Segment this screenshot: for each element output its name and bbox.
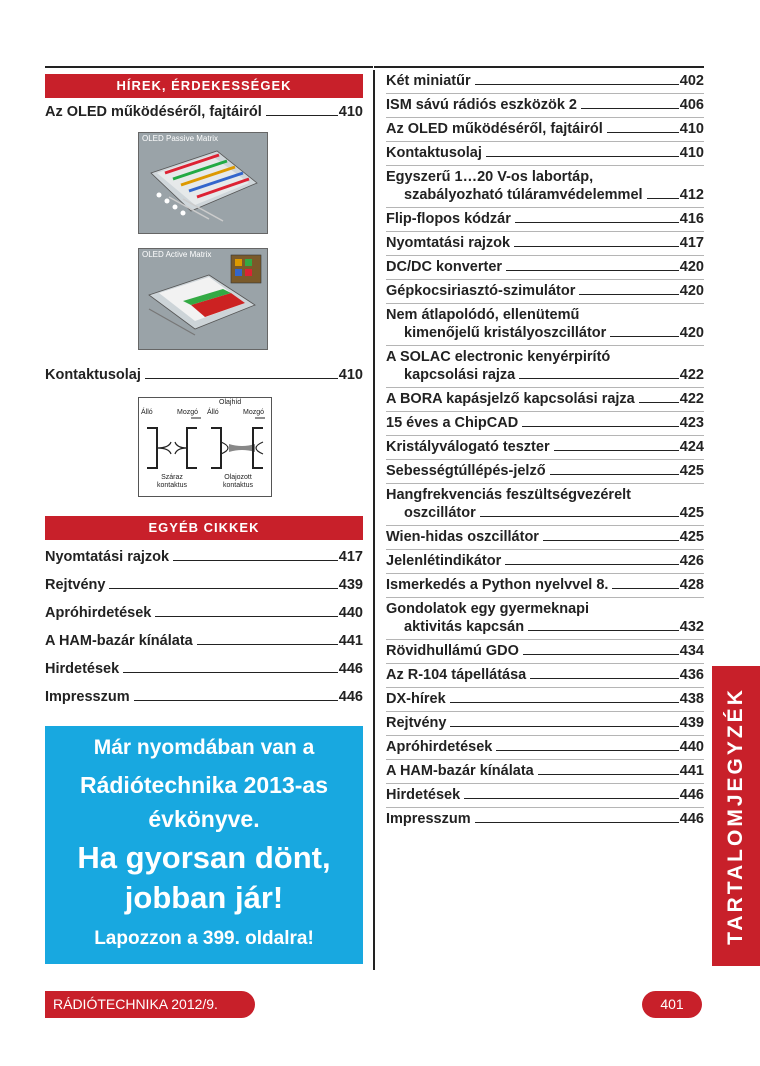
entry-page: 428: [679, 577, 704, 593]
entry-page: 441: [338, 633, 363, 649]
entry-title: Jelenlétindikátor: [386, 553, 502, 569]
entry-title: kimenőjelű kristályoszcillátor: [404, 325, 607, 341]
entry-page: 446: [338, 661, 363, 677]
footer-page-number: 401: [642, 991, 702, 1018]
toc-entry[interactable]: [45, 104, 363, 120]
toc-entry[interactable]: [386, 460, 704, 484]
entry-title: Nyomtatási rajzok: [45, 549, 170, 565]
entry-title: A HAM-bazár kínálata: [45, 633, 193, 649]
leader-line: [528, 630, 679, 631]
entry-page: 446: [679, 811, 704, 827]
label-moving: Mozgó: [243, 409, 265, 416]
label-moving: Mozgó: [177, 409, 199, 416]
toc-entry[interactable]: [386, 232, 704, 256]
toc-entry[interactable]: [386, 712, 704, 736]
toc-entry[interactable]: [386, 640, 704, 664]
section-header-news: HÍREK, ÉRDEKESSÉGEK: [45, 74, 363, 98]
leader-line: [506, 270, 679, 271]
toc-entry[interactable]: [386, 598, 704, 640]
entry-title: Impresszum: [45, 689, 130, 705]
entry-title-line1: Egyszerű 1…20 V-os labortáp,: [386, 169, 594, 185]
entry-page: 434: [679, 643, 704, 659]
promo-box: [45, 726, 363, 964]
leader-line: [486, 156, 679, 157]
entry-title: kapcsolási rajza: [404, 367, 516, 383]
entry-page: 425: [679, 529, 704, 545]
promo-line: Már nyomdában van a: [93, 736, 315, 759]
leader-line: [550, 474, 679, 475]
entry-title-line1: A SOLAC electronic kenyérpirító: [386, 349, 611, 365]
leader-line: [639, 402, 679, 403]
leader-line: [530, 678, 679, 679]
entry-title: Az OLED működéséről, fajtáiról: [45, 104, 262, 120]
toc-entry[interactable]: [386, 550, 704, 574]
top-rule-right: [374, 66, 704, 68]
entry-page: 410: [679, 121, 704, 137]
entry-title: Impresszum: [386, 811, 471, 827]
toc-entry[interactable]: [386, 118, 704, 142]
entry-title: Rövidhullámú GDO: [386, 643, 519, 659]
entry-title-line1: Gondolatok egy gyermeknapi: [386, 601, 590, 617]
entry-title: DC/DC konverter: [386, 259, 503, 275]
entry-page: 422: [679, 367, 704, 383]
toc-entry[interactable]: [386, 808, 704, 831]
toc-entry[interactable]: [386, 688, 704, 712]
entry-title: Flip-flopos kódzár: [386, 211, 511, 227]
entry-page: 440: [679, 739, 704, 755]
entry-page: 439: [679, 715, 704, 731]
section-side-tab: [712, 666, 760, 966]
entry-page: 439: [338, 577, 363, 593]
toc-entry[interactable]: [386, 256, 704, 280]
entry-title: oszcillátor: [404, 505, 476, 521]
promo-line: Lapozzon a 399. oldalra!: [94, 928, 314, 949]
entry-title: 15 éves a ChipCAD: [386, 415, 519, 431]
entry-title: Wien-hidas oszcillátor: [386, 529, 539, 545]
leader-line: [145, 378, 338, 379]
leader-line: [607, 132, 679, 133]
leader-line: [475, 84, 679, 85]
leader-line: [134, 700, 338, 701]
oled-active-matrix-image: [138, 248, 268, 350]
entry-title: Hirdetések: [386, 787, 461, 803]
leader-line: [173, 560, 338, 561]
entry-title: Kristályválogató teszter: [386, 439, 550, 455]
toc-entry[interactable]: [386, 70, 704, 94]
entry-page: 416: [679, 211, 704, 227]
leader-line: [475, 822, 679, 823]
toc-entry[interactable]: [386, 142, 704, 166]
leader-line: [554, 450, 679, 451]
leader-line: [155, 616, 337, 617]
section-header-other: EGYÉB CIKKEK: [45, 516, 363, 540]
leader-line: [197, 644, 338, 645]
leader-line: [610, 336, 679, 337]
leader-line: [464, 798, 679, 799]
label-oil-bridge: Olajhíd: [219, 399, 242, 406]
entry-title: Az R-104 tápellátása: [386, 667, 527, 683]
promo-line: évkönyve.: [148, 806, 260, 832]
entry-page: 420: [679, 325, 704, 341]
leader-line: [505, 564, 679, 565]
leader-line: [612, 588, 678, 589]
label-fixed: Álló: [141, 409, 153, 416]
leader-line: [109, 588, 337, 589]
leader-line: [519, 378, 679, 379]
entry-title: Apróhirdetések: [386, 739, 493, 755]
toc-entry[interactable]: [45, 549, 363, 565]
toc-entry[interactable]: [45, 367, 363, 383]
entry-title: Gépkocsiriasztó-szimulátor: [386, 283, 576, 299]
leader-line: [450, 702, 679, 703]
entry-title: Az OLED működéséről, fajtáiról: [386, 121, 603, 137]
toc-entry[interactable]: [386, 526, 704, 550]
entry-title-line1: Nem átlapolódó, ellenütemű: [386, 307, 580, 323]
entry-page: 410: [679, 145, 704, 161]
toc-entry[interactable]: [386, 412, 704, 436]
toc-entry[interactable]: [386, 346, 704, 388]
entry-title: A HAM-bazár kínálata: [386, 763, 534, 779]
leader-line: [123, 672, 338, 673]
leader-line: [647, 198, 679, 199]
promo-line: Rádiótechnika 2013-as: [79, 772, 328, 798]
toc-entry[interactable]: [386, 166, 704, 208]
toc-entry[interactable]: [386, 280, 704, 304]
entry-page: 410: [338, 367, 363, 383]
entry-page: 436: [679, 667, 704, 683]
entry-page: 424: [679, 439, 704, 455]
toc-entry[interactable]: [386, 436, 704, 460]
figure-label: OLED Active Matrix: [142, 250, 212, 259]
contact-oil-diagram: [138, 397, 272, 497]
entry-title: Nyomtatási rajzok: [386, 235, 511, 251]
entry-title: Két miniatűr: [386, 73, 471, 89]
entry-page: 441: [679, 763, 704, 779]
label-dry-contact: Száraz kontaktus: [157, 474, 187, 489]
entry-page: 440: [338, 605, 363, 621]
entry-page: 412: [679, 187, 704, 203]
toc-entry[interactable]: [386, 94, 704, 118]
figure-label: OLED Passive Matrix: [142, 134, 219, 143]
toc-entry[interactable]: [386, 664, 704, 688]
toc-entry[interactable]: [386, 736, 704, 760]
entry-page: 417: [338, 549, 363, 565]
toc-entry[interactable]: [45, 689, 363, 705]
entry-page: 446: [679, 787, 704, 803]
leader-line: [514, 246, 679, 247]
entry-page: 426: [679, 553, 704, 569]
label-fixed: Álló: [207, 409, 219, 416]
column-divider: [373, 70, 375, 970]
label-oiled-contact: Olajozott kontaktus: [223, 474, 253, 489]
toc-entry[interactable]: [45, 605, 363, 621]
toc-entry[interactable]: [386, 484, 704, 526]
entry-page: 402: [679, 73, 704, 89]
entry-page: 423: [679, 415, 704, 431]
leader-line: [496, 750, 678, 751]
entry-page: 432: [679, 619, 704, 635]
leader-line: [543, 540, 679, 541]
entry-title: szabályozható túláramvédelemmel: [404, 187, 643, 203]
entry-title: Kontaktusolaj: [45, 367, 141, 383]
footer-magazine-badge: RÁDIÓTECHNIKA 2012/9.: [45, 991, 255, 1018]
toc-entry[interactable]: [45, 633, 363, 649]
promo-headline: jobban jár!: [124, 880, 284, 915]
entry-title: Sebességtúllépés-jelző: [386, 463, 546, 479]
toc-entry[interactable]: [386, 388, 704, 412]
entry-page: 406: [679, 97, 704, 113]
entry-title: Hirdetések: [45, 661, 120, 677]
leader-line: [581, 108, 679, 109]
toc-list: [386, 70, 704, 831]
entry-page: 446: [338, 689, 363, 705]
entry-title: Ismerkedés a Python nyelvvel 8.: [386, 577, 609, 593]
entry-title-line1: Hangfrekvenciás feszültségvezérelt: [386, 487, 631, 503]
toc-entry[interactable]: [45, 661, 363, 677]
oled-passive-matrix-image: [138, 132, 268, 234]
leader-line: [523, 654, 679, 655]
entry-title: Rejtvény: [386, 715, 447, 731]
toc-entry[interactable]: [45, 577, 363, 593]
entry-page: 410: [338, 104, 363, 120]
leader-line: [480, 516, 679, 517]
entry-title: A BORA kapásjelző kapcsolási rajza: [386, 391, 635, 407]
leader-line: [579, 294, 678, 295]
toc-entry[interactable]: [386, 304, 704, 346]
toc-entry[interactable]: [386, 574, 704, 598]
side-tab-label: TARTALOMJEGYZÉK: [724, 687, 747, 945]
entry-page: 417: [679, 235, 704, 251]
leader-line: [515, 222, 679, 223]
entry-title: DX-hírek: [386, 691, 446, 707]
entry-title: Apróhirdetések: [45, 605, 152, 621]
entry-title: aktivitás kapcsán: [404, 619, 525, 635]
leader-line: [266, 115, 338, 116]
leader-line: [538, 774, 679, 775]
entry-page: 420: [679, 259, 704, 275]
toc-entry[interactable]: [386, 784, 704, 808]
entry-title: Kontaktusolaj: [386, 145, 482, 161]
entry-page: 422: [679, 391, 704, 407]
entry-title: Rejtvény: [45, 577, 106, 593]
toc-entry[interactable]: [386, 208, 704, 232]
promo-headline: Ha gyorsan dönt,: [77, 840, 331, 875]
toc-entry[interactable]: [386, 760, 704, 784]
entry-page: 425: [679, 505, 704, 521]
entry-page: 420: [679, 283, 704, 299]
entry-page: 438: [679, 691, 704, 707]
leader-line: [450, 726, 678, 727]
entry-page: 425: [679, 463, 704, 479]
top-rule-left: [45, 66, 373, 68]
entry-title: ISM sávú rádiós eszközök 2: [386, 97, 577, 113]
leader-line: [522, 426, 679, 427]
